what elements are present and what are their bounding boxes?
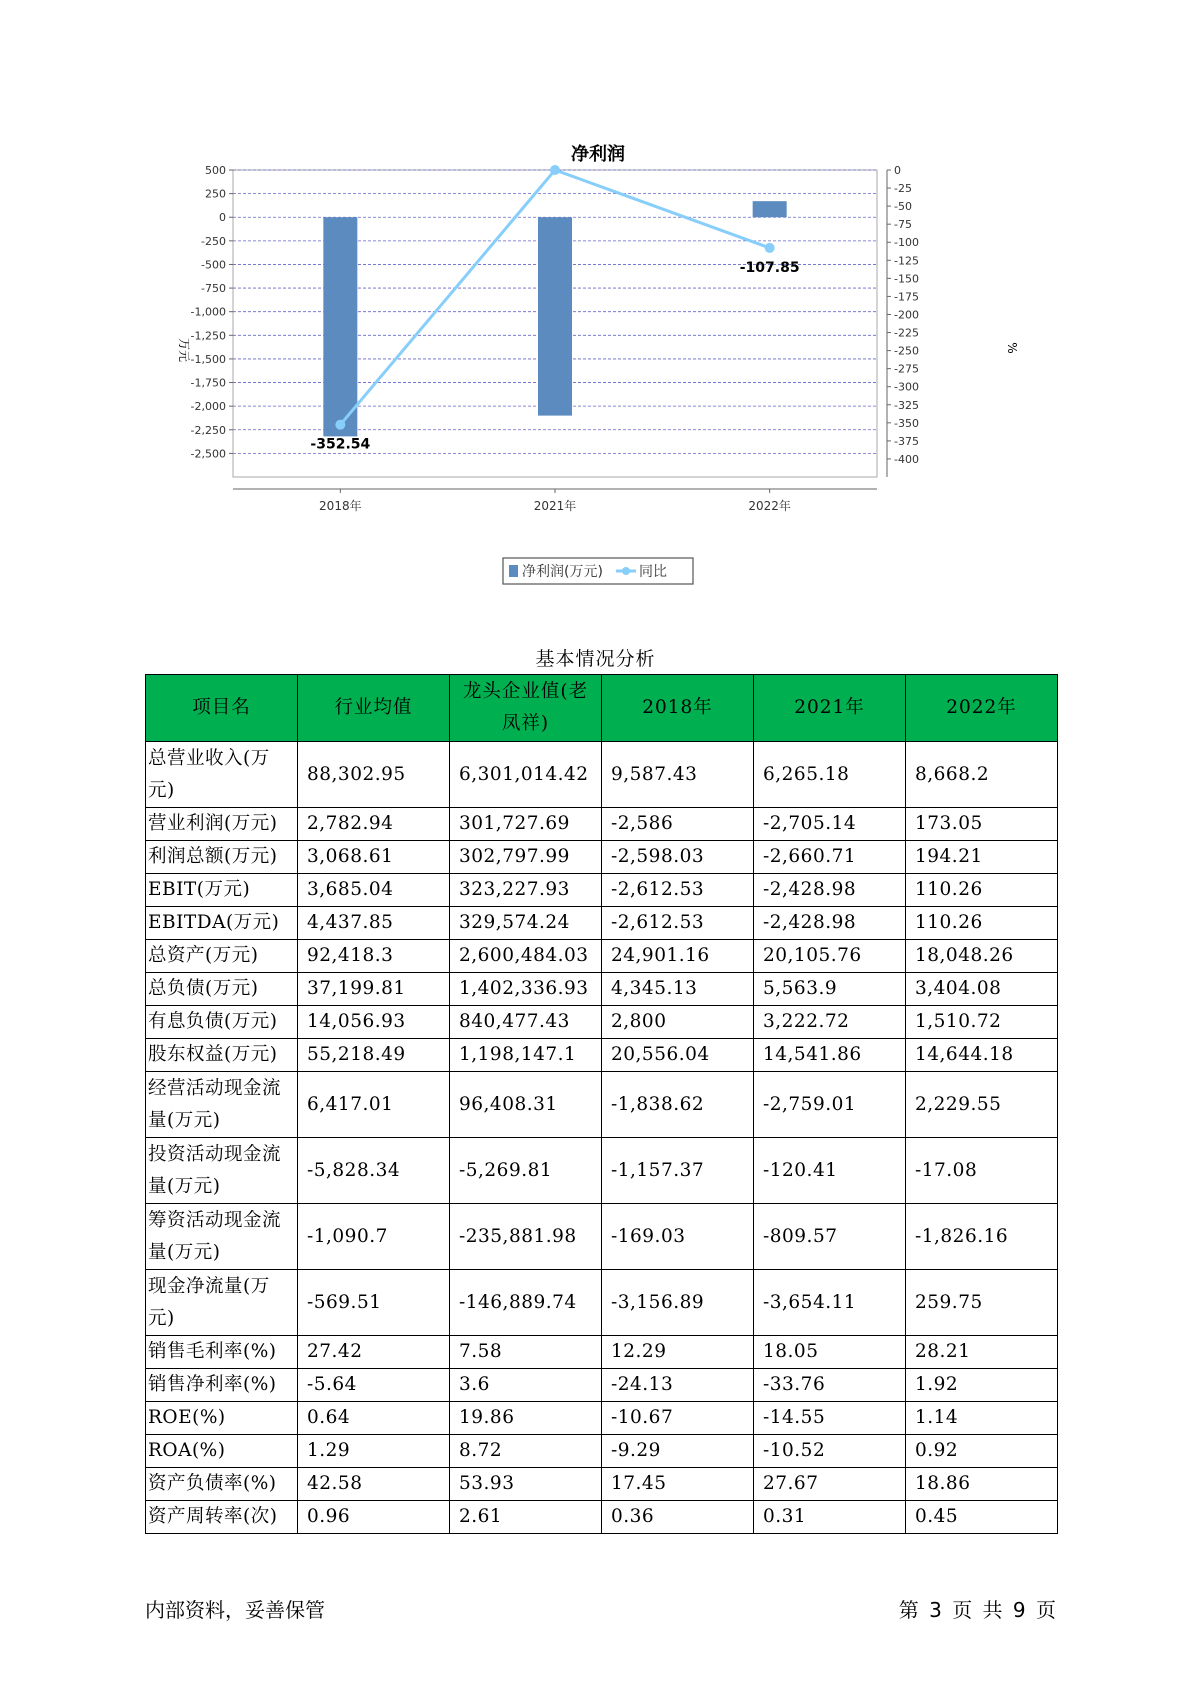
y2-tick-label: 0	[894, 164, 901, 177]
value-cell: -2,428.98	[754, 874, 906, 907]
y2-tick-label: -275	[894, 362, 919, 376]
value-cell: 9,587.43	[602, 742, 754, 808]
table-row	[146, 1204, 1058, 1270]
value-cell: 24,901.16	[602, 940, 754, 973]
table-row	[146, 1039, 1058, 1072]
value-cell: -169.03	[602, 1204, 754, 1270]
value-cell: 17.45	[602, 1468, 754, 1501]
y2-tick-label: -225	[894, 326, 919, 340]
value-cell: 2,782.94	[298, 808, 450, 841]
value-cell: 2,800	[602, 1006, 754, 1039]
value-cell: -2,586	[602, 808, 754, 841]
y2-tick-label: -300	[894, 380, 919, 394]
y2-tick-label: -150	[894, 272, 919, 286]
value-cell: 96,408.31	[450, 1072, 602, 1138]
y-tick-label: -2,500	[190, 447, 226, 461]
table-row	[146, 1006, 1058, 1039]
value-cell: 0.45	[906, 1501, 1058, 1534]
y-tick-label: -2,000	[190, 400, 226, 414]
y-tick-label: -1,500	[190, 352, 226, 366]
yoy-point	[335, 420, 345, 430]
value-cell: 18.86	[906, 1468, 1058, 1501]
y2-tick-label: -350	[894, 416, 919, 430]
row-label-cell: 总资产(万元)	[146, 940, 298, 973]
table-row	[146, 742, 1058, 808]
header-industry-average: 行业均值	[298, 675, 450, 742]
value-cell: 14,541.86	[754, 1039, 906, 1072]
value-cell: 20,105.76	[754, 940, 906, 973]
value-cell: 840,477.43	[450, 1006, 602, 1039]
yoy-point	[765, 243, 775, 253]
table-row	[146, 874, 1058, 907]
value-cell: 19.86	[450, 1402, 602, 1435]
value-cell: -10.52	[754, 1435, 906, 1468]
profit-bar	[323, 217, 357, 436]
value-cell: 28.21	[906, 1336, 1058, 1369]
y2-tick-label: -50	[894, 200, 912, 214]
row-label-cell: ROE(%)	[146, 1402, 298, 1435]
header-leading-company: 龙头企业值(老凤祥)	[450, 675, 602, 742]
row-label-cell: EBITDA(万元)	[146, 907, 298, 940]
value-cell: 3,685.04	[298, 874, 450, 907]
value-cell: 6,301,014.42	[450, 742, 602, 808]
value-cell: -809.57	[754, 1204, 906, 1270]
row-label-cell: 投资活动现金流量(万元)	[146, 1138, 298, 1204]
footer-page-number: 第 3 页 共 9 页	[898, 1598, 1056, 1622]
table-row	[146, 1270, 1058, 1336]
value-cell: -3,156.89	[602, 1270, 754, 1336]
value-cell: -5,828.34	[298, 1138, 450, 1204]
value-cell: 88,302.95	[298, 742, 450, 808]
yoy-data-label: -107.85	[739, 259, 800, 276]
value-cell: 3,404.08	[906, 973, 1058, 1006]
table-row	[146, 1138, 1058, 1204]
yoy-data-label: -352.54	[310, 436, 371, 453]
profit-bar	[538, 217, 572, 415]
y-tick-label: 0	[219, 211, 226, 225]
row-label-cell: EBIT(万元)	[146, 874, 298, 907]
value-cell: 20,556.04	[602, 1039, 754, 1072]
value-cell: 1,198,147.1	[450, 1039, 602, 1072]
y-tick-label: -250	[201, 234, 226, 248]
y-axis-label: 万元	[177, 337, 191, 363]
row-label-cell: 利润总额(万元)	[146, 841, 298, 874]
value-cell: 1,510.72	[906, 1006, 1058, 1039]
value-cell: 194.21	[906, 841, 1058, 874]
value-cell: 173.05	[906, 808, 1058, 841]
row-label-cell: 有息负债(万元)	[146, 1006, 298, 1039]
value-cell: 8,668.2	[906, 742, 1058, 808]
value-cell: 110.26	[906, 907, 1058, 940]
value-cell: 42.58	[298, 1468, 450, 1501]
value-cell: 2,229.55	[906, 1072, 1058, 1138]
value-cell: -5.64	[298, 1369, 450, 1402]
value-cell: -235,881.98	[450, 1204, 602, 1270]
row-label-cell: 营业利润(万元)	[146, 808, 298, 841]
value-cell: -146,889.74	[450, 1270, 602, 1336]
table-row	[146, 1435, 1058, 1468]
y-tick-label: -1,250	[190, 329, 226, 343]
value-cell: 0.92	[906, 1435, 1058, 1468]
value-cell: -14.55	[754, 1402, 906, 1435]
value-cell: 8.72	[450, 1435, 602, 1468]
header-item-name: 项目名	[146, 675, 298, 742]
y2-tick-label: -25	[894, 182, 912, 196]
row-label-cell: 筹资活动现金流量(万元)	[146, 1204, 298, 1270]
chart-title: 净利润	[571, 144, 625, 165]
table-row	[146, 1468, 1058, 1501]
value-cell: 3.6	[450, 1369, 602, 1402]
value-cell: 2,600,484.03	[450, 940, 602, 973]
table-row	[146, 1336, 1058, 1369]
table-header-row	[146, 675, 1058, 742]
x-tick-label: 2018年	[319, 499, 362, 513]
value-cell: -5,269.81	[450, 1138, 602, 1204]
row-label-cell: 销售净利率(%)	[146, 1369, 298, 1402]
value-cell: -2,612.53	[602, 874, 754, 907]
row-label-cell: 销售毛利率(%)	[146, 1336, 298, 1369]
value-cell: 14,056.93	[298, 1006, 450, 1039]
row-label-cell: ROA(%)	[146, 1435, 298, 1468]
row-label-cell: 总营业收入(万元)	[146, 742, 298, 808]
value-cell: 3,068.61	[298, 841, 450, 874]
table-row	[146, 907, 1058, 940]
x-tick-label: 2022年	[748, 499, 791, 513]
header-2021: 2021年	[754, 675, 906, 742]
value-cell: -33.76	[754, 1369, 906, 1402]
row-label-cell: 资产负债率(%)	[146, 1468, 298, 1501]
table-row	[146, 1369, 1058, 1402]
value-cell: 1,402,336.93	[450, 973, 602, 1006]
table-title: 基本情况分析	[535, 648, 656, 670]
value-cell: 27.42	[298, 1336, 450, 1369]
value-cell: 259.75	[906, 1270, 1058, 1336]
basic-analysis-table	[145, 674, 1058, 1534]
table-row	[146, 841, 1058, 874]
y-tick-label: -1,000	[190, 305, 226, 319]
header-2018: 2018年	[602, 675, 754, 742]
row-label-cell: 现金净流量(万元)	[146, 1270, 298, 1336]
yoy-point	[550, 165, 560, 175]
y-tick-label: -750	[201, 282, 226, 296]
value-cell: -569.51	[298, 1270, 450, 1336]
value-cell: 53.93	[450, 1468, 602, 1501]
value-cell: -1,826.16	[906, 1204, 1058, 1270]
value-cell: -120.41	[754, 1138, 906, 1204]
value-cell: -1,157.37	[602, 1138, 754, 1204]
legend-bar-swatch	[509, 565, 518, 577]
value-cell: 18.05	[754, 1336, 906, 1369]
value-cell: 1.92	[906, 1369, 1058, 1402]
value-cell: 1.29	[298, 1435, 450, 1468]
y-tick-label: -500	[201, 258, 226, 272]
table-row	[146, 1072, 1058, 1138]
y2-tick-label: -100	[894, 236, 919, 250]
value-cell: 110.26	[906, 874, 1058, 907]
value-cell: 2.61	[450, 1501, 602, 1534]
value-cell: -10.67	[602, 1402, 754, 1435]
y2-tick-label: -400	[894, 452, 919, 466]
bar-series	[323, 201, 786, 436]
row-label-cell: 资产周转率(次)	[146, 1501, 298, 1534]
value-cell: 329,574.24	[450, 907, 602, 940]
value-cell: 3,222.72	[754, 1006, 906, 1039]
value-cell: 302,797.99	[450, 841, 602, 874]
row-label-cell: 经营活动现金流量(万元)	[146, 1072, 298, 1138]
value-cell: -17.08	[906, 1138, 1058, 1204]
value-cell: -3,654.11	[754, 1270, 906, 1336]
y2-axis-label: %	[1005, 342, 1019, 354]
legend-line-label: 同比	[639, 564, 667, 580]
value-cell: -2,759.01	[754, 1072, 906, 1138]
value-cell: -2,705.14	[754, 808, 906, 841]
y-tick-label: 250	[205, 187, 226, 201]
value-cell: -2,598.03	[602, 841, 754, 874]
table-row	[146, 1402, 1058, 1435]
legend	[503, 558, 693, 584]
value-cell: 27.67	[754, 1468, 906, 1501]
legend-line-marker	[622, 567, 630, 575]
net-profit-chart	[150, 130, 1050, 600]
value-cell: 0.31	[754, 1501, 906, 1534]
value-cell: 55,218.49	[298, 1039, 450, 1072]
value-cell: 18,048.26	[906, 940, 1058, 973]
value-cell: -2,660.71	[754, 841, 906, 874]
row-label-cell: 股东权益(万元)	[146, 1039, 298, 1072]
y2-tick-label: -250	[894, 344, 919, 358]
value-cell: -2,428.98	[754, 907, 906, 940]
y-tick-label: -2,250	[190, 423, 226, 437]
value-cell: 301,727.69	[450, 808, 602, 841]
value-cell: 12.29	[602, 1336, 754, 1369]
value-cell: 0.64	[298, 1402, 450, 1435]
y-tick-label: -1,750	[190, 376, 226, 390]
y2-tick-label: -200	[894, 308, 919, 322]
y-tick-label: 500	[205, 164, 226, 177]
value-cell: 4,437.85	[298, 907, 450, 940]
y2-tick-label: -75	[894, 218, 912, 232]
y2-tick-label: -125	[894, 254, 919, 268]
y2-tick-label: -375	[894, 434, 919, 448]
value-cell: 14,644.18	[906, 1039, 1058, 1072]
value-cell: -1,090.7	[298, 1204, 450, 1270]
value-cell: 5,563.9	[754, 973, 906, 1006]
row-label-cell: 总负债(万元)	[146, 973, 298, 1006]
value-cell: 1.14	[906, 1402, 1058, 1435]
value-cell: 323,227.93	[450, 874, 602, 907]
value-cell: 37,199.81	[298, 973, 450, 1006]
value-cell: 0.36	[602, 1501, 754, 1534]
value-cell: 0.96	[298, 1501, 450, 1534]
legend-bar-label: 净利润(万元)	[522, 564, 603, 580]
y2-tick-label: -175	[894, 290, 919, 304]
value-cell: 7.58	[450, 1336, 602, 1369]
value-cell: -9.29	[602, 1435, 754, 1468]
y2-tick-label: -325	[894, 398, 919, 412]
value-cell: 92,418.3	[298, 940, 450, 973]
footer-confidential-note: 内部资料，妥善保管	[145, 1598, 325, 1622]
table-row	[146, 1501, 1058, 1534]
profit-bar	[753, 201, 787, 217]
table-row	[146, 940, 1058, 973]
value-cell: 6,417.01	[298, 1072, 450, 1138]
table-row	[146, 973, 1058, 1006]
value-cell: 6,265.18	[754, 742, 906, 808]
table-row	[146, 808, 1058, 841]
value-cell: -1,838.62	[602, 1072, 754, 1138]
value-cell: -2,612.53	[602, 907, 754, 940]
header-2022: 2022年	[906, 675, 1058, 742]
x-tick-label: 2021年	[533, 499, 577, 513]
value-cell: -24.13	[602, 1369, 754, 1402]
value-cell: 4,345.13	[602, 973, 754, 1006]
